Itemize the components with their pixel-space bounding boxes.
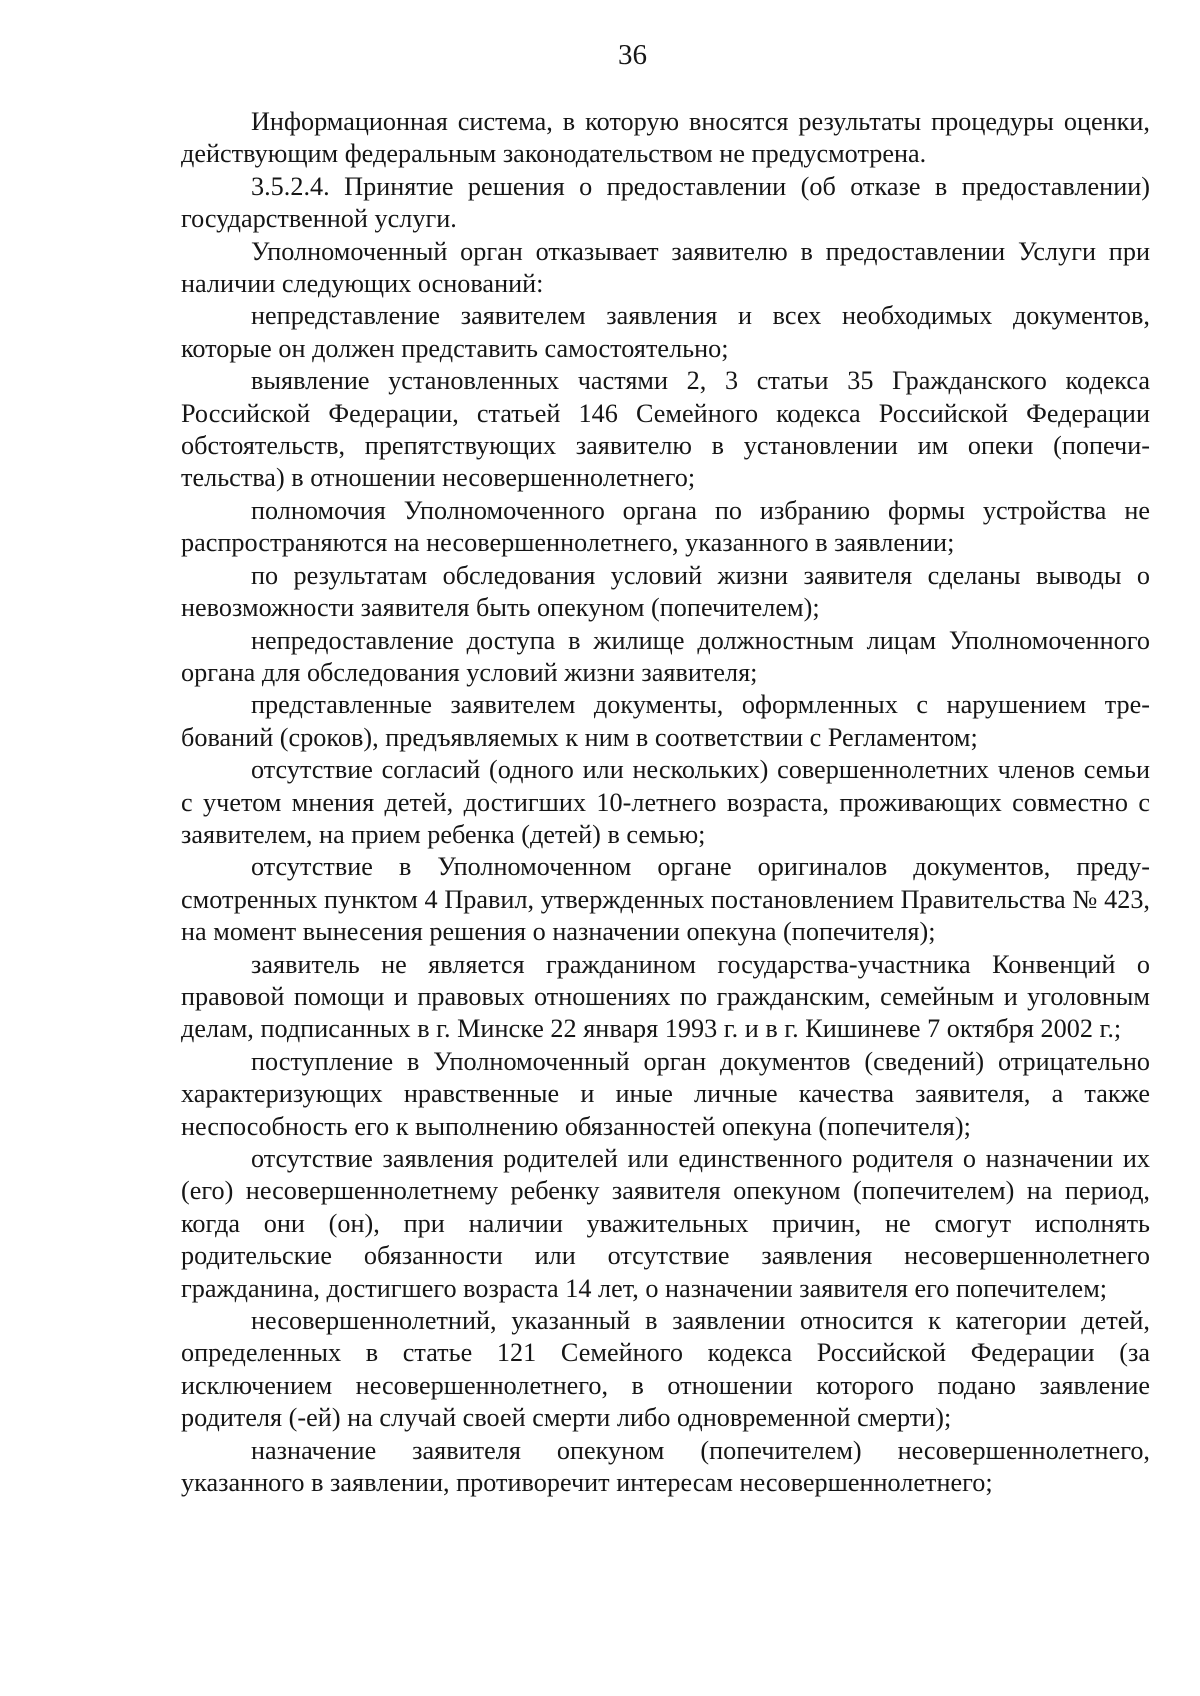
list-item: непредоставление доступа в жилище должностным лицам Уполномоченного органа для обследования условий жизни заявителя; [181, 625, 1150, 687]
document-body [181, 106, 1150, 1499]
list-item: по результатам обследования условий жизни заявителя сделаны выводы о невозможности заявителя быть опекуном (попечителем); [181, 560, 1150, 623]
list-item: представленные заявителем документы, оформленных с нарушением требований (сроков), предъявляемых к ним в соответствии с Регламентом; [181, 690, 1150, 752]
list-item: полномочия Уполномоченного органа по избранию формы устройства не распространяются на несовершеннолетнего, указанного в заявлении; [181, 495, 1150, 558]
list-item: отсутствие заявления родителей или единственного родителя о назначении их (его) несовершеннолетнему ребенку заявителя опекуном (попечителем) на период, когда они (он), при наличии уважительных причин, не смогут исполнять родительские обязанности или отсутствие заявления несовершеннолетнего гражданина, достигшего возраста 14 лет, о назначении заявителя его попечителем; [181, 1144, 1150, 1303]
paragraph-refusal-intro: Уполномоченный орган отказывает заявителю в предоставлении Услуги при наличии следующих оснований: [181, 236, 1150, 299]
list-item: непредставление заявителем заявления и всех необходимых документов, которые он должен представить самостоятельно; [181, 301, 1150, 363]
list-item: отсутствие согласий (одного или нескольких) совершеннолетних членов семьи с учетом мнения детей, достигших 10-летнего возраста, проживающих совместно с заявителем, на прием ребенка (детей) в семью; [181, 755, 1150, 849]
list-item: заявитель не является гражданином государства-участника Конвенций о правовой помощи и правовых отношениях по гражданским, семейным и уголовным делам, подписанных в г. Минске 22 января 1993 г. и в г. Кишиневе 7 октября 2002 г.; [181, 949, 1150, 1044]
list-item: назначение заявителя опекуном (попечителем) несовершеннолетнего, указанного в заявлении, противоречит интересам несовершеннолетнего; [181, 1435, 1150, 1498]
list-item: несовершеннолетний, указанный в заявлении относится к категории детей, определенных в статье 121 Семейного кодекса Российской Федерации (за исключением несовершеннолетнего, в отношении которого подано заявление родителя (-ей) на случай своей смерти либо одновременной смерти); [181, 1306, 1150, 1433]
list-item: отсутствие в Уполномоченном органе оригиналов документов, предусмотренных пунктом 4 Правил, утвержденных постановлением Правительства № 423, на момент вынесения решения о назначении опекуна (попечителя); [181, 852, 1150, 947]
list-item: поступление в Уполномоченный орган документов (сведений) отрицательно характеризующих нравственные и иные личные качества заявителя, а также неспособность его к выполнению обязанностей опекуна (попечителя); [181, 1046, 1150, 1141]
list-item: выявление установленных частями 2, 3 статьи 35 Гражданского кодекса Российской Федерации, статьей 146 Семейного кодекса Российской Федерации обстоятельств, препятствующих заявителю в установлении им опеки (попечительства) в отношении несовершеннолетнего; [181, 366, 1150, 493]
paragraph-info-system: Информационная система, в которую вносятся результаты процедуры оценки, действующим федеральным законодательством не предусмотрена. [181, 107, 1150, 169]
page-number: 36 [618, 39, 647, 71]
paragraph-section-heading: 3.5.2.4. Принятие решения о предоставлении (об отказе в предоставлении) государственной услуги. [181, 171, 1150, 234]
